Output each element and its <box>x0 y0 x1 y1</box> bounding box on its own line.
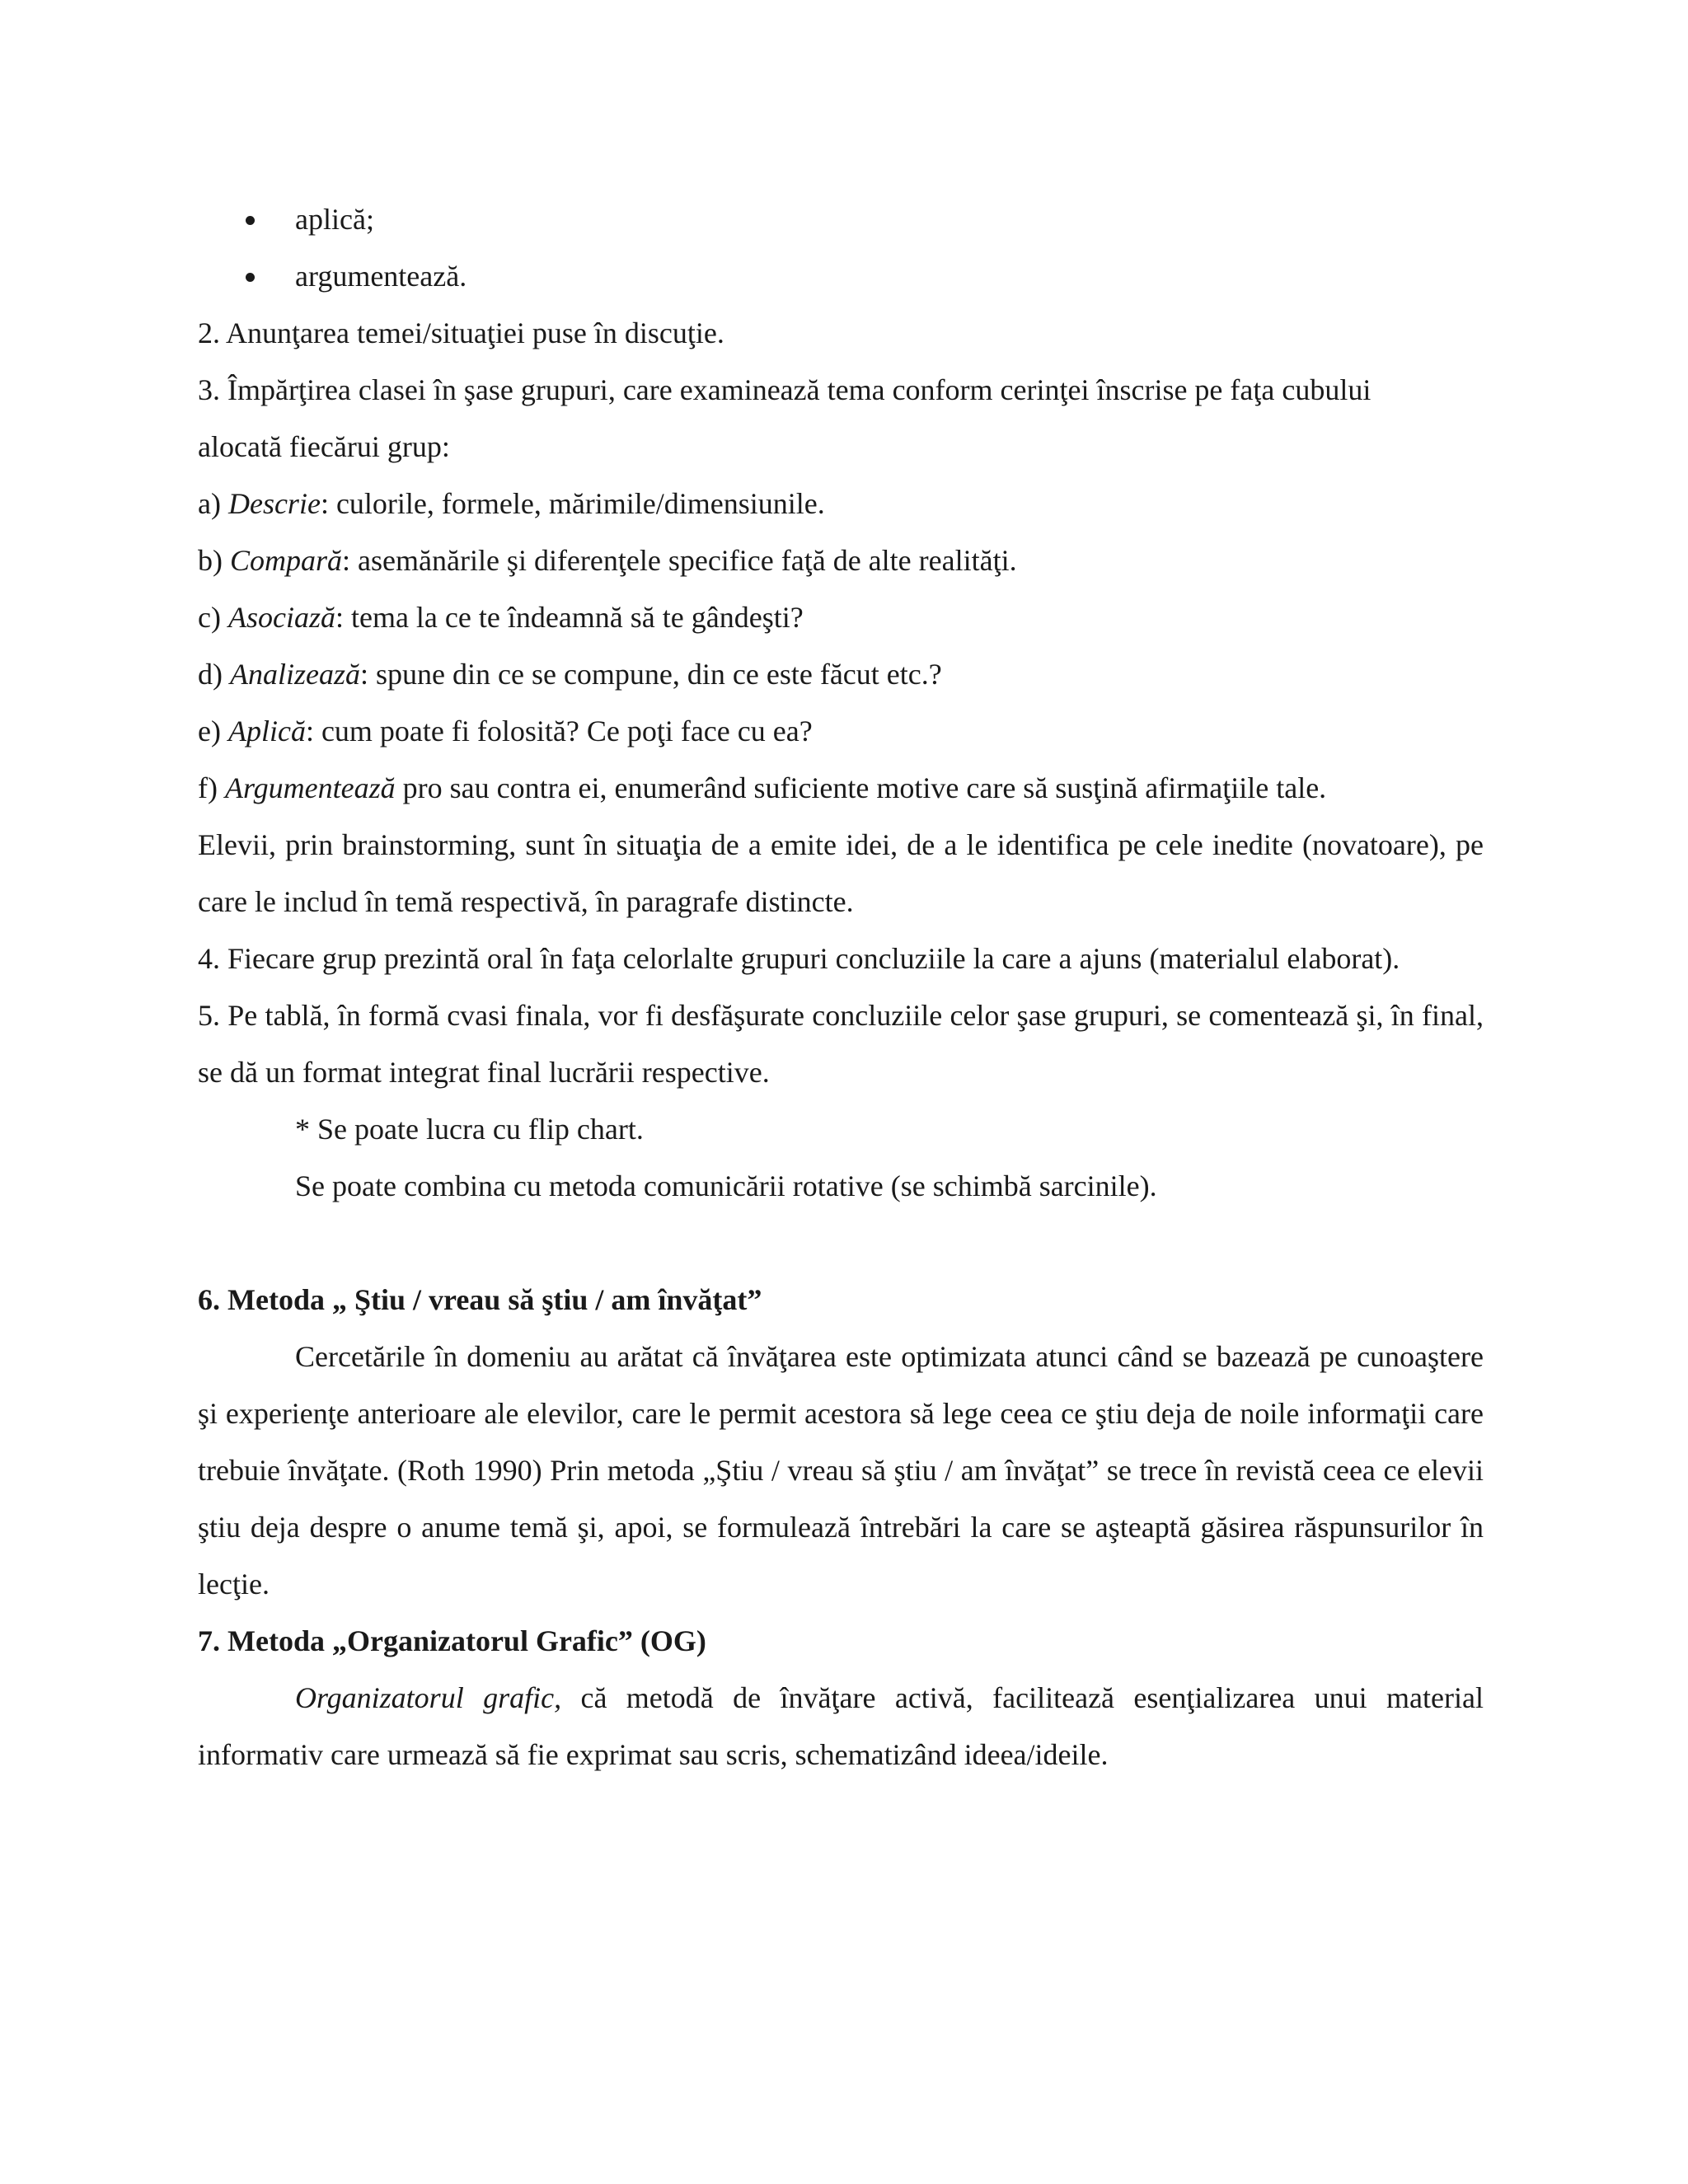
section-6-body: Cercetările în domeniu au arătat că învăţarea este optimizata atunci când se bazează pe cunoaştere şi experienţe anterioare ale elevilor, care le permit acestora să lege ceea ce ştiu deja de noile informaţii care trebuie învăţate. (Roth 1990) Prin metoda „Ştiu / vreau să ştiu / am învăţat” se trece în revistă ceea ce elevii ştiu deja despre o anume temă şi, apoi, se formulează întrebări la care se aşteaptă găsirea răspunsurilor în lecţie. <box>198 1340 1484 1601</box>
section-gap <box>198 1215 1484 1272</box>
bullet-dot-icon <box>246 216 255 225</box>
paragraph-step-4: 4. Fiecare grup prezintă oral în faţa celorlalte grupuri concluziile la care a ajuns (materialul elaborat). <box>198 942 1400 975</box>
paragraph-brainstorm: Elevii, prin brainstorming, sunt în situaţia de a emite idei, de a le identifica pe cele inedite (novatoare), pe care le includ în temă respectivă, în paragrafe distincte. <box>198 828 1484 918</box>
document-page <box>198 191 1484 1783</box>
bullet-dot-icon <box>246 273 255 282</box>
bullet-item: argumentează. <box>198 248 1484 305</box>
section-7-heading: 7. Metoda „Organizatorul Grafic” (OG) <box>198 1624 706 1657</box>
step-3-line-1: 3. Împărţirea clasei în şase grupuri, care examinează tema conform cerinţei înscrise pe faţa cubului <box>198 373 1372 406</box>
section-7-body: Organizatorul grafic, că metodă de învăţare activă, facilitează esenţializarea unui material informativ care urmează să fie exprimat sau scris, schematizând ideea/ideile. <box>198 1681 1484 1771</box>
paragraph-step-5: 5. Pe tablă, în formă cvasi finala, vor fi desfăşurate concluziile celor şase grupuri, se comentează şi, în final, se dă un format integrat final lucrării respective. <box>198 999 1484 1089</box>
step-3-line-2: alocată fiecărui grup: <box>198 430 450 463</box>
list-item-compare: b) Compară: asemănările şi diferenţele specifice faţă de alte realităţi. <box>198 544 1017 577</box>
bullet-item: aplică; <box>198 191 1484 248</box>
list-item-apply: e) Aplică: cum poate fi folosită? Ce poţi face cu ea? <box>198 715 813 748</box>
list-item-describe: a) Descrie: culorile, formele, mărimile/dimensiunile. <box>198 487 825 520</box>
list-item-argue: f) Argumentează pro sau contra ei, enumerând suficiente motive care să susţină afirmaţiile tale. <box>198 771 1327 804</box>
section-6-heading: 6. Metoda „ Ştiu / vreau să ştiu / am învăţat” <box>198 1283 762 1316</box>
note-flip-chart: * Se poate lucra cu flip chart. <box>295 1113 644 1146</box>
list-item-analyze: d) Analizează: spune din ce se compune, din ce este făcut etc.? <box>198 658 942 691</box>
note-rotative: Se poate combina cu metoda comunicării rotative (se schimbă sarcinile). <box>295 1169 1157 1202</box>
step-2: 2. Anunţarea temei/situaţiei puse în discuţie. <box>198 316 724 349</box>
list-item-associate: c) Asociază: tema la ce te îndeamnă să te gândeşti? <box>198 601 804 634</box>
